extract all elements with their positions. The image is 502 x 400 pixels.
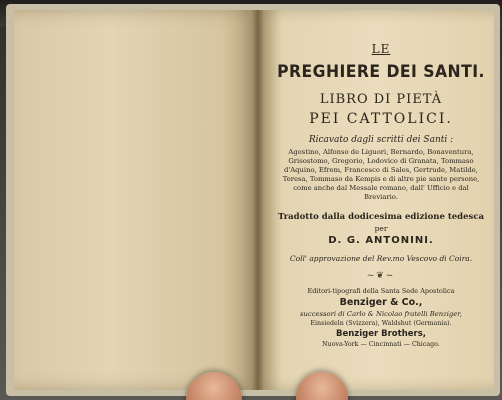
subtitle-line-2: PEI CATTOLICI. <box>309 111 453 127</box>
small-title: LE <box>371 42 391 56</box>
open-book <box>6 4 500 396</box>
translator-name: D. G. ANTONINI. <box>328 235 434 246</box>
approval-note: Coll' approvazione del Rev.mo Vescovo di Coira. <box>289 254 473 263</box>
publisher-line-3: successori di Carlo & Nicolao fratelli Benziger, <box>300 310 462 318</box>
publisher-line-4: Einsiedeln (Svizzera), Waldshut (Germania). <box>310 320 452 327</box>
ornament-divider: ~❦~ <box>366 271 396 281</box>
authors-list: Agostino, Alfonso de Liguori, Bernardo, Bonaventura, Grisostomo, Gregorio, Lodovico di Granata, Tommaso d'Aquino, Efrem, Francesco di Sales, Gertrude, Matilde, Teresa, Tommaso da Kempis e di altre pie sante persone, come anche dal Messale romano, dall' Ufficio e dal Breviario. <box>282 148 480 201</box>
title-page-text <box>268 42 494 348</box>
book-gutter <box>252 10 264 390</box>
left-blank-page <box>14 10 258 390</box>
publisher-cities: Nuova-York — Cincinnati — Chicago. <box>322 341 440 348</box>
source-heading: Ricavato dagli scritti dei Santi : <box>308 135 454 145</box>
translation-note: Tradotto dalla dodicesima edizione tedesca <box>277 212 484 222</box>
subtitle-line-1: LIBRO DI PIETÀ <box>319 92 443 107</box>
per-word: per <box>374 224 388 233</box>
publisher-brothers: Benziger Brothers, <box>335 329 427 339</box>
publisher-name: Benziger & Co., <box>339 297 423 308</box>
publisher-line-1: Editori-tipografi della Santa Sede Apostolica <box>307 287 455 295</box>
main-title: PREGHIERE DEI SANTI. <box>277 62 485 82</box>
